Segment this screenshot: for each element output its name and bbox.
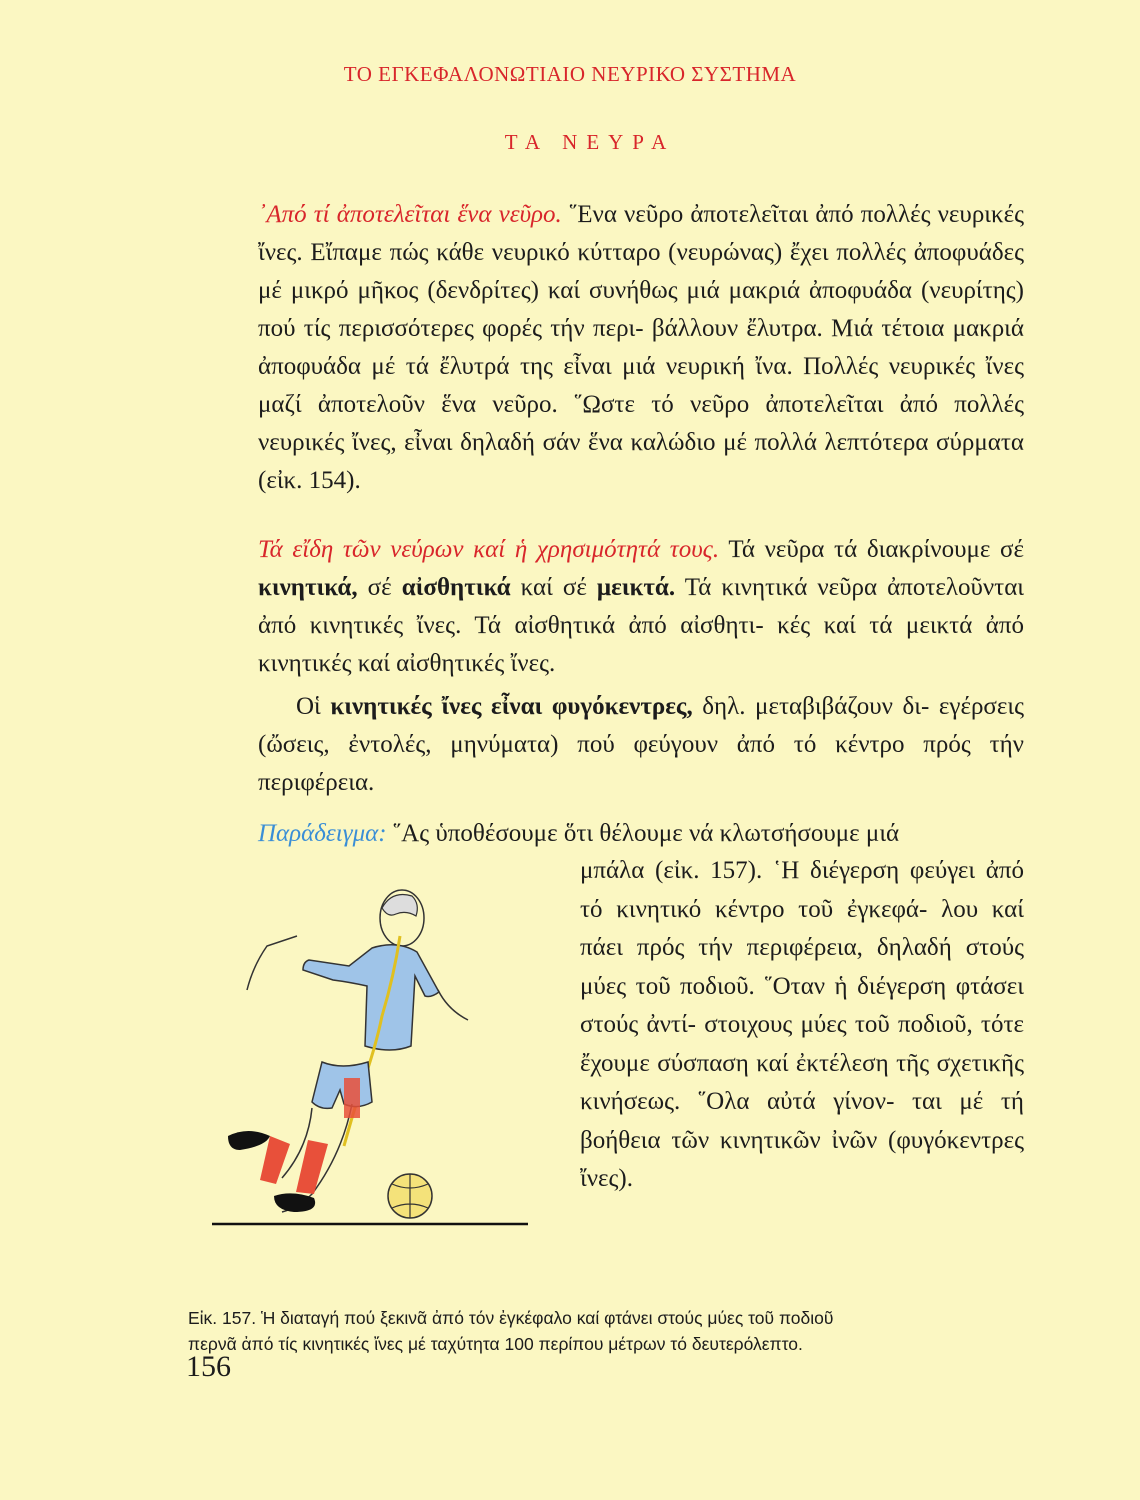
example-label: Παράδειγμα:	[258, 820, 387, 847]
paragraph-lead: Τά εἴδη τῶν νεύρων καί ἡ χρησιμότητά τους.	[258, 536, 720, 563]
player-shoe-left	[228, 1131, 270, 1150]
caption-line: περνᾶ ἀπό τίς κινητικές ἴνες μέ ταχύτητα 100 περίπου μέτρων τό δευτερόλεπτο.	[188, 1334, 803, 1354]
muscle-highlight	[344, 1078, 360, 1118]
player-sock-left	[260, 1136, 290, 1184]
player-shorts	[312, 1062, 372, 1108]
page-title: ΤΟ ΕΓΚΕΦΑΛΟΝΩΤΙΑΙΟ ΝΕΥΡΙΚΟ ΣΥΣΤΗΜΑ	[343, 62, 797, 86]
paragraph-text: Τά κινητικά νεῦρα ἀποτελοῦνται ἀπό κινητικές ἴνες. Τά αἰσθητικά ἀπό αἰσθητι- κές καί τά μεικτά ἀπό κινητικές καί αἰσθητικές ἴνες.	[258, 574, 1025, 677]
bold-term: κινητικές ἴνες εἶναι φυγόκεντρες,	[330, 693, 693, 720]
paragraph-text: καί σέ	[520, 574, 587, 601]
example-text: μπάλα (εἰκ. 157). ῾Η διέγερση φεύγει ἀπό τό κινητικό κέντρο τοῦ ἐγκεφά- λου καί πάει πρός τήν περιφέρεια, δηλαδή στούς μύες τοῦ ποδιοῦ. ῞Οταν ἡ διέγερση φτάσει στούς ἀντί- στοιχους μύες τοῦ ποδιοῦ, τότε ἔχουμε σύσπαση καί ἐκτέλεση τῆς σχετικῆς κινήσεως. ῞Ολα αὐτά γίνον- ται μέ τή βοήθεια τῶν κινητικῶν ἰνῶν (φυγόκεντρες ἴνες).	[580, 857, 1024, 1192]
page-number: 156	[186, 1350, 231, 1383]
paragraph-text: ῞Ενα νεῦρο ἀποτελεῖται ἀπό πολλές νευρικές ἴνες. Εἴπαμε πώς κάθε νευρικό κύτταρο (νευρώνας) ἔχει πολλές ἀποφυάδες μέ μικρό μῆκος (δενδρίτες) καί συνήθως μιά μακριά ἀποφυάδα (νευρίτης) πού τίς περισσότερες φορές τήν περι- βάλλουν ἔλυτρα. Μιά τέτοια μακριά ἀποφυάδα μέ τά ἔλυτρά της εἶναι μιά νευρική ἴνα. Πολλές νευρικές ἴνες μαζί ἀποτελοῦν ἕνα νεῦρο. ῞Ωστε τό νεῦρο ἀποτελεῖται ἀπό πολλές νευρικές ἴνες, εἶναι δηλαδή σάν ἕνα καλώδιο μέ πολλά λεπτότερα σύρματα (εἰκ. 154).	[258, 201, 1025, 494]
paragraph-text: Οἱ	[296, 693, 321, 720]
bold-term: κινητικά,	[258, 574, 358, 601]
bold-term: μεικτά.	[596, 574, 676, 601]
example-first-line	[258, 815, 1024, 853]
caption-line: Εἰκ. 157. Ἡ διαταγή πού ξεκινᾶ ἀπό τόν ἐγκέφαλο καί φτάνει στούς μύες τοῦ ποδιοῦ	[188, 1308, 834, 1328]
paragraph-text: δηλ. μεταβιβάζουν δι- εγέρσεις (ὤσεις, ἐντολές, μηνύματα) πού φεύγουν ἀπό τό κέντρο πρός τήν περιφέρεια.	[258, 693, 1025, 796]
section-title: ΤΑ ΝΕΥΡΑ	[504, 130, 676, 154]
figure-caption	[188, 1305, 968, 1357]
football-player-illustration	[212, 878, 532, 1230]
paragraph-nerve-types	[258, 531, 1024, 683]
bold-term: αἰσθητικά	[401, 574, 511, 601]
paragraph-lead: ᾿Από τί ἀποτελεῖται ἕνα νεῦρο.	[258, 201, 562, 228]
paragraph-motor-fibers	[258, 688, 1024, 802]
player-arm-left	[247, 936, 297, 990]
paragraph-nerve-composition	[258, 196, 1024, 500]
paragraph-text: Τά νεῦρα τά διακρίνουμε σέ	[728, 536, 1025, 563]
paragraph-text: ῞Ας ὑποθέσουμε ὅτι θέλουμε νά κλωτσήσουμε μιά	[392, 820, 900, 847]
paragraph-text: σέ	[367, 574, 392, 601]
player-shirt	[303, 945, 439, 1050]
player-arm-right	[438, 990, 468, 1020]
